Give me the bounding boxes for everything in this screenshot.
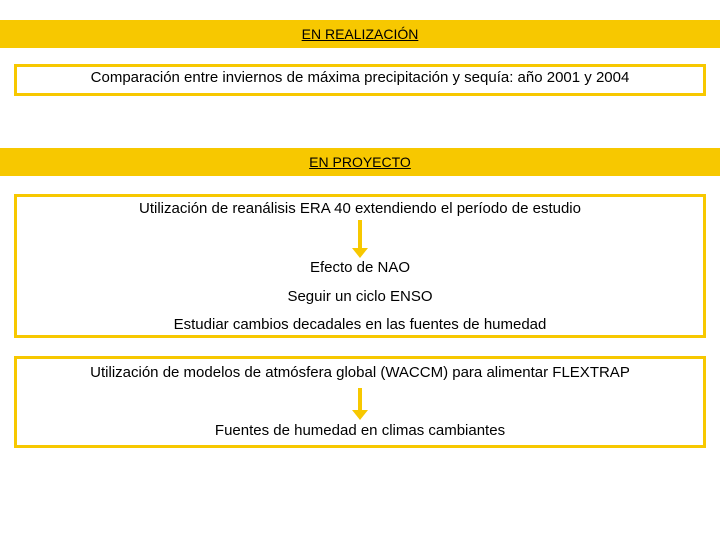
planned-item-nao: Efecto de NAO: [309, 259, 411, 276]
ongoing-item-text: Comparación entre inviernos de máxima precipitación y sequía: año 2001 y 2004: [90, 69, 630, 86]
down-arrow-icon: [352, 388, 368, 420]
section-header-en-proyecto: [0, 148, 720, 176]
section-header-en-realizacion: [0, 20, 720, 48]
planned-group-era40-title: Utilización de reanálisis ERA 40 extendiendo el período de estudio: [139, 200, 581, 217]
down-arrow-icon: [352, 220, 368, 258]
planned-item-enso: Seguir un ciclo ENSO: [287, 288, 433, 305]
planned-group-waccm-title: Utilización de modelos de atmósfera global (WACCM) para alimentar FLEXTRAP: [90, 364, 630, 381]
section-header-label: EN PROYECTO: [309, 154, 411, 170]
section-header-label: EN REALIZACIÓN: [301, 26, 419, 42]
planned-item-changing-climates: Fuentes de humedad en climas cambiantes: [214, 422, 506, 439]
planned-item-decadal-changes: Estudiar cambios decadales en las fuentes de humedad: [173, 316, 547, 333]
